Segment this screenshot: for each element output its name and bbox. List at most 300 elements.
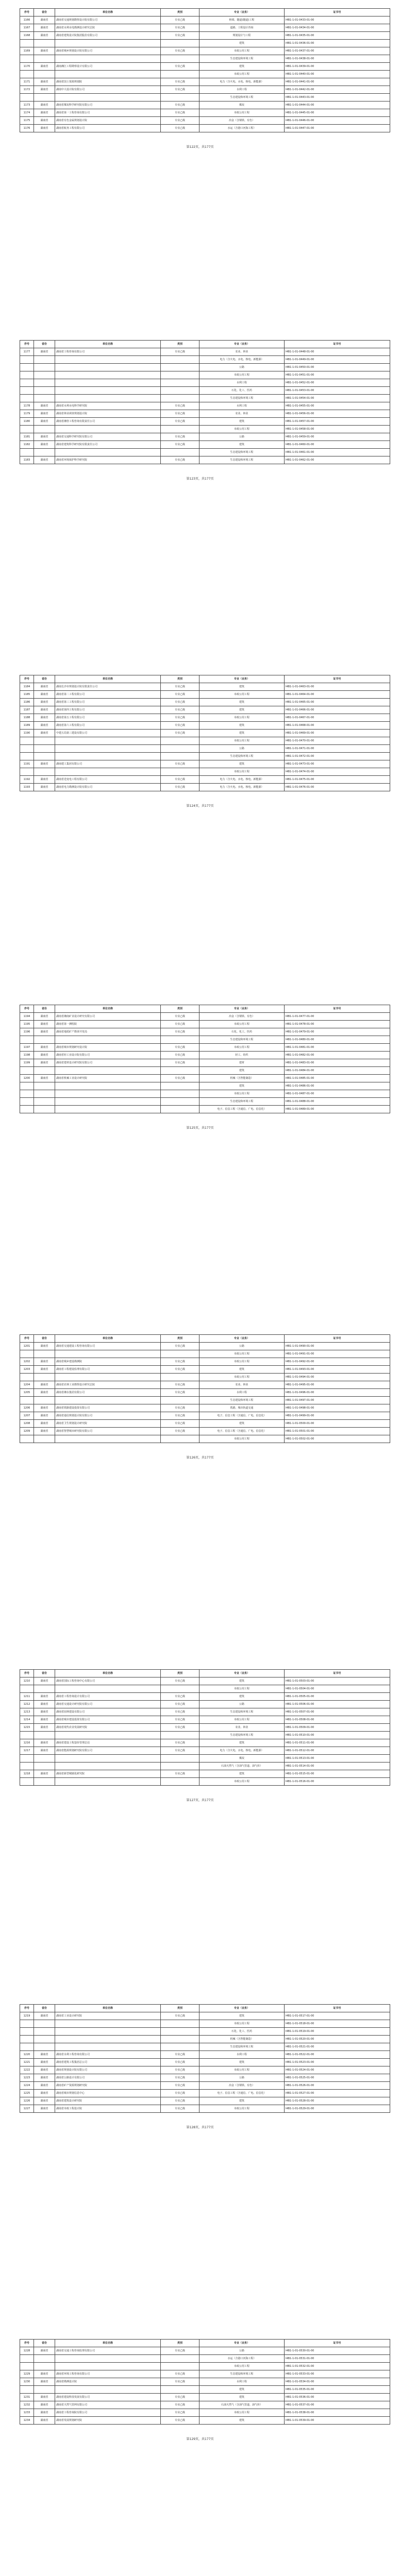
cell-name: 湖南省城乡规划设计院有限公司 — [55, 47, 161, 55]
table-row — [20, 2074, 390, 2082]
cell-prof: 市政公用工程 — [199, 2066, 285, 2074]
cell-prov: 湖南省 — [34, 714, 55, 722]
cell-cert: I4B1-1-01-0452-01-00 — [285, 379, 390, 387]
column-header-no: 序号 — [20, 675, 34, 683]
table-row — [20, 94, 390, 101]
table-row — [20, 449, 390, 456]
cell-prof: 建筑 — [199, 1770, 285, 1778]
cell-cert: I4B1-1-01-0470-01-00 — [285, 737, 390, 745]
cell-name: 湖南建工集团有限公司 — [55, 760, 161, 768]
cell-cert: I4B1-1-01-0512-01-00 — [285, 1747, 390, 1755]
table-row — [20, 706, 390, 714]
cell-prov: 湖南省 — [34, 1021, 55, 1028]
cell-prov: 湖南省 — [34, 410, 55, 418]
table-row — [20, 1397, 390, 1404]
cell-prov: 湖南省 — [34, 125, 55, 132]
cell-prov: 湖南省 — [34, 1412, 55, 1420]
cell-cat: 专业乙级 — [161, 722, 199, 730]
cell-cert: I4B1-1-01-0519-01-00 — [285, 2028, 390, 2036]
table-row — [20, 1762, 390, 1770]
cell-prov: 湖南省 — [34, 1677, 55, 1685]
cell-cert: I4B1-1-01-0509-01-00 — [285, 1724, 390, 1732]
table-row — [20, 1028, 390, 1036]
cell-name: 湖南省交通工程咨询监理有限公司 — [55, 2347, 161, 2355]
column-header-cert: 证书号 — [285, 1335, 390, 1343]
cell-name — [55, 1762, 161, 1770]
cell-prov: 湖南省 — [34, 16, 55, 24]
cell-cat: 专业乙级 — [161, 1381, 199, 1389]
cell-no: 1222 — [20, 2066, 34, 2074]
cell-no: 1168 — [20, 32, 34, 40]
cell-prov: 湖南省 — [34, 1059, 55, 1067]
cell-cat: 专业乙级 — [161, 2097, 199, 2105]
cell-prov: 湖南省 — [34, 2401, 55, 2409]
cell-prof: 石化、化工、医药 — [199, 2028, 285, 2036]
cell-prov — [34, 2386, 55, 2394]
cell-name — [55, 1098, 161, 1106]
cell-name — [55, 1755, 161, 1762]
cell-no: 1231 — [20, 2394, 34, 2401]
cell-cat — [161, 753, 199, 760]
cell-no: 1166 — [20, 16, 34, 24]
cell-prov: 湖南省 — [34, 760, 55, 768]
cell-cert: I4B1-1-01-0530-01-00 — [285, 2347, 390, 2355]
table-row — [20, 1013, 390, 1021]
cell-cat — [161, 1350, 199, 1358]
cell-cert: I4B1-1-01-0510-01-00 — [285, 1732, 390, 1739]
cell-prof: 建筑 — [199, 63, 285, 71]
cell-no: 1215 — [20, 1724, 34, 1732]
cell-no — [20, 364, 34, 371]
cell-prof: 生态建设和环境工程 — [199, 1036, 285, 1044]
cell-no: 1219 — [20, 2012, 34, 2020]
table-row — [20, 2105, 390, 2113]
cell-prov: 湖南省 — [34, 2074, 55, 2082]
cell-prov — [34, 1374, 55, 1381]
table-row — [20, 699, 390, 706]
cell-prof: 建筑 — [199, 760, 285, 768]
column-header-cert: 证书号 — [285, 9, 390, 16]
cell-no — [20, 1036, 34, 1044]
column-header-company: 单位名称 — [55, 1670, 161, 1677]
cell-name — [55, 1036, 161, 1044]
cell-prof: 电子、信息工程（含通信、广电、信息化） — [199, 1106, 285, 1113]
cell-cat: 专业乙级 — [161, 2401, 199, 2409]
cell-no: 1209 — [20, 1428, 34, 1435]
cell-cert: I4B1-1-01-0447-01-00 — [285, 125, 390, 132]
cell-no — [20, 753, 34, 760]
cell-prov: 湖南省 — [34, 32, 55, 40]
cell-prov — [34, 94, 55, 101]
table-row — [20, 1059, 390, 1067]
cell-prov: 湖南省 — [34, 47, 55, 55]
cell-name: 湖南省建材设计研究院有限公司 — [55, 1059, 161, 1067]
table-row — [20, 2363, 390, 2370]
cell-name: 湖南省第一工程咨询有限公司 — [55, 109, 161, 117]
cell-no — [20, 1685, 34, 1693]
cell-name — [55, 387, 161, 395]
cell-prov: 湖南省 — [34, 1381, 55, 1389]
cell-name: 湖南省交通设计研究院有限公司 — [55, 1701, 161, 1708]
cell-no — [20, 71, 34, 78]
cell-no: 1175 — [20, 117, 34, 125]
table-row — [20, 125, 390, 132]
cell-name: 湖南省林业调查规划设计院 — [55, 410, 161, 418]
column-header-cert: 证书号 — [285, 675, 390, 683]
cell-cert: I4B1-1-01-0514-01-00 — [285, 1762, 390, 1770]
cell-cat: 专业乙级 — [161, 683, 199, 691]
cell-cert: I4B1-1-01-0459-01-00 — [285, 433, 390, 441]
cell-no: 1171 — [20, 78, 34, 86]
cell-name: 湖南省市政工程设计院 — [55, 2105, 161, 2113]
cell-prof: 公路 — [199, 1701, 285, 1708]
column-header-province: 省份 — [34, 2005, 55, 2012]
cell-cat: 专业乙级 — [161, 117, 199, 125]
column-header-profession: 专业（业务） — [199, 1005, 285, 1013]
table-row — [20, 71, 390, 78]
cell-cert: I4B1-1-01-0516-01-00 — [285, 1778, 390, 1786]
cell-no: 1205 — [20, 1389, 34, 1397]
cell-name: 湖南省建设工程造价管理总站 — [55, 1739, 161, 1747]
cell-cat: 专业乙级 — [161, 2059, 199, 2066]
cell-prov: 湖南省 — [34, 1420, 55, 1428]
cell-prof: 建筑 — [199, 1739, 285, 1747]
cell-no: 1233 — [20, 2409, 34, 2417]
cell-no — [20, 1732, 34, 1739]
cell-cert: I4B1-1-01-0486-01-00 — [285, 1082, 390, 1090]
cell-prov — [34, 40, 55, 47]
cell-prov — [34, 2028, 55, 2036]
cell-prof: 市政公用工程 — [199, 2105, 285, 2113]
cell-prov: 湖南省 — [34, 2082, 55, 2090]
cell-cat — [161, 2363, 199, 2370]
cell-name: 湖南省煤炭科学研究院有限公司 — [55, 101, 161, 109]
cell-cat: 专业乙级 — [161, 1358, 199, 1366]
cell-prof: 电力（含火电、水电、核电、新能源） — [199, 78, 285, 86]
cell-cat — [161, 737, 199, 745]
cell-cat: 专业乙级 — [161, 2105, 199, 2113]
cell-prof: 农业、林业 — [199, 410, 285, 418]
qualification-table — [20, 1334, 390, 1443]
cell-prof: 市政公用工程 — [199, 1374, 285, 1381]
cell-no: 1173 — [20, 101, 34, 109]
cell-no — [20, 94, 34, 101]
cell-no: 1184 — [20, 683, 34, 691]
cell-prof: 机械（含智能制造） — [199, 2036, 285, 2043]
cell-cert: I4B1-1-01-0467-01-00 — [285, 714, 390, 722]
cell-no — [20, 1778, 34, 1786]
cell-prov: 湖南省 — [34, 418, 55, 426]
cell-cat: 专业乙级 — [161, 1701, 199, 1708]
cell-prof: 生态建设和环境工程 — [199, 1708, 285, 1716]
cell-name: 湖南省机械工业设计研究院 — [55, 1075, 161, 1082]
cell-prof: 水利工程 — [199, 402, 285, 410]
cell-no: 1167 — [20, 24, 34, 32]
cell-cert: I4B1-1-01-0531-01-00 — [285, 2355, 390, 2363]
cell-cat: 专业乙级 — [161, 24, 199, 32]
cell-cert: I4B1-1-01-0462-01-00 — [285, 456, 390, 464]
cell-prof: 煤炭 — [199, 101, 285, 109]
column-header-no: 序号 — [20, 1335, 34, 1343]
cell-cert: I4B1-1-01-0464-01-00 — [285, 691, 390, 699]
column-header-cert: 证书号 — [285, 1670, 390, 1677]
cell-name: 湖南省工程咨询设计有限公司 — [55, 1693, 161, 1701]
cell-name — [55, 55, 161, 63]
cell-prof: 建筑 — [199, 2097, 285, 2105]
cell-cat — [161, 71, 199, 78]
table-row — [20, 371, 390, 379]
cell-cert: I4B1-1-01-0454-01-00 — [285, 395, 390, 402]
cell-no: 1180 — [20, 418, 34, 426]
cell-name: 湖南省农林工业勘察设计研究总院 — [55, 1381, 161, 1389]
table-header-row — [20, 675, 390, 683]
cell-no — [20, 1397, 34, 1404]
cell-name: 湖南省建设科技发展有限公司 — [55, 2394, 161, 2401]
cell-cat — [161, 1397, 199, 1404]
cell-prov — [34, 426, 55, 433]
table-row — [20, 1732, 390, 1739]
column-header-profession: 专业（业务） — [199, 2340, 285, 2347]
cell-prof: 市政公用工程 — [199, 691, 285, 699]
cell-prov: 湖南省 — [34, 101, 55, 109]
column-header-province: 省份 — [34, 1335, 55, 1343]
cell-prov: 湖南省 — [34, 348, 55, 356]
cell-cert: I4B1-1-01-0487-01-00 — [285, 1090, 390, 1098]
cell-prof: 生态建设和环境工程 — [199, 449, 285, 456]
cell-prof: 市政公用工程 — [199, 47, 285, 55]
cell-name: 湖南省通信规划设计院有限公司 — [55, 1412, 161, 1420]
qualification-table — [20, 8, 390, 132]
cell-prof: 道路、工程设计咨询 — [199, 24, 285, 32]
cell-name: 湖南省第四工程有限公司 — [55, 706, 161, 714]
table-row — [20, 16, 390, 24]
cell-prov: 湖南省 — [34, 691, 55, 699]
qualification-table — [20, 1005, 390, 1113]
cell-no — [20, 449, 34, 456]
cell-cert: I4B1-1-01-0449-01-00 — [285, 356, 390, 364]
cell-no — [20, 395, 34, 402]
cell-no: 1199 — [20, 1059, 34, 1067]
cell-no — [20, 737, 34, 745]
cell-cert: I4B1-1-01-0434-01-00 — [285, 24, 390, 32]
table-row — [20, 722, 390, 730]
cell-cat: 专业乙级 — [161, 47, 199, 55]
cell-prof: 公路 — [199, 433, 285, 441]
table-row — [20, 1724, 390, 1732]
cell-cat: 专业乙级 — [161, 2051, 199, 2059]
cell-no: 1179 — [20, 410, 34, 418]
cell-prov: 湖南省 — [34, 2394, 55, 2401]
cell-prof: 电子、信息工程（含通信、广电、信息化） — [199, 1428, 285, 1435]
page-footer: 第129页，共177页 — [186, 2437, 214, 2441]
column-header-no: 序号 — [20, 1670, 34, 1677]
column-header-province: 省份 — [34, 675, 55, 683]
cell-name: 湖南省现代农业发展研究院 — [55, 1724, 161, 1732]
cell-prov: 湖南省 — [34, 1428, 55, 1435]
cell-no: 1228 — [20, 2347, 34, 2355]
cell-prov: 湖南省 — [34, 2409, 55, 2417]
cell-name: 湖南省建筑科学研究院有限责任公司 — [55, 441, 161, 449]
cell-no — [20, 2043, 34, 2051]
cell-no: 1172 — [20, 86, 34, 94]
cell-prov — [34, 395, 55, 402]
cell-prov: 湖南省 — [34, 1724, 55, 1732]
cell-cert: I4B1-1-01-0529-01-00 — [285, 2105, 390, 2113]
cell-name: 湖南省天然气管网有限公司 — [55, 2401, 161, 2409]
cell-cat: 专业乙级 — [161, 2394, 199, 2401]
cell-prof: 生态建设和环境工程 — [199, 1098, 285, 1106]
cell-name — [55, 1090, 161, 1098]
cell-prov: 湖南省 — [34, 2417, 55, 2425]
cell-no: 1221 — [20, 2059, 34, 2066]
cell-cat: 专业乙级 — [161, 1716, 199, 1724]
table-row — [20, 2090, 390, 2097]
cell-cert: I4B1-1-01-0522-01-00 — [285, 2051, 390, 2059]
cell-cert: I4B1-1-01-0468-01-00 — [285, 722, 390, 730]
cell-cert: I4B1-1-01-0474-01-00 — [285, 768, 390, 776]
cell-cat: 专业乙级 — [161, 109, 199, 117]
cell-cat — [161, 1778, 199, 1786]
cell-prof: 公路 — [199, 2347, 285, 2355]
cell-name: 湖南省水利水电勘测设计研究总院 — [55, 24, 161, 32]
table-row — [20, 1098, 390, 1106]
cell-cat: 专业乙级 — [161, 1366, 199, 1374]
table-row — [20, 1739, 390, 1747]
cell-prof: 冶金（含钢铁、有色） — [199, 117, 285, 125]
cell-prof: 市政公用工程 — [199, 2020, 285, 2028]
page-footer: 第125页，共177页 — [186, 1126, 214, 1130]
table-row — [20, 2012, 390, 2020]
table-header-row — [20, 1335, 390, 1343]
cell-cert: I4B1-1-01-0463-01-00 — [285, 683, 390, 691]
cell-no: 1223 — [20, 2074, 34, 2082]
cell-cat: 专业乙级 — [161, 32, 199, 40]
cell-prof: 建筑 — [199, 2417, 285, 2425]
cell-prov: 湖南省 — [34, 706, 55, 714]
column-header-province: 省份 — [34, 1670, 55, 1677]
table-row — [20, 776, 390, 784]
table-row — [20, 117, 390, 125]
cell-cat: 专业乙级 — [161, 714, 199, 722]
table-row — [20, 768, 390, 776]
cell-prov: 湖南省 — [34, 24, 55, 32]
table-row — [20, 730, 390, 737]
table-row — [20, 1106, 390, 1113]
table-row — [20, 1755, 390, 1762]
cell-name: 湖南省交通建设工程咨询有限公司 — [55, 1343, 161, 1350]
table-row — [20, 1052, 390, 1059]
column-header-category: 类别 — [161, 1670, 199, 1677]
cell-no: 1195 — [20, 1021, 34, 1028]
cell-name: 湖南省电力勘测设计院有限公司 — [55, 784, 161, 791]
table-header-row — [20, 341, 390, 348]
cell-prof: 公路 — [199, 364, 285, 371]
table-row — [20, 683, 390, 691]
cell-cat: 专业乙级 — [161, 1021, 199, 1028]
cell-cert: I4B1-1-01-0535-01-00 — [285, 2386, 390, 2394]
cell-cat — [161, 1067, 199, 1075]
table-row — [20, 1677, 390, 1685]
table-row — [20, 1374, 390, 1381]
cell-prov: 湖南省 — [34, 722, 55, 730]
cell-cat — [161, 356, 199, 364]
table-row — [20, 109, 390, 117]
cell-no — [20, 1106, 34, 1113]
table-row — [20, 40, 390, 47]
qualification-table — [20, 675, 390, 791]
table-header-row — [20, 9, 390, 16]
cell-prof: 生态建设和环境工程 — [199, 395, 285, 402]
table-row — [20, 1685, 390, 1693]
cell-prov: 湖南省 — [34, 1747, 55, 1755]
table-row — [20, 1075, 390, 1082]
cell-cert: I4B1-1-01-0488-01-00 — [285, 1098, 390, 1106]
cell-cat: 专业乙级 — [161, 2370, 199, 2378]
table-row — [20, 387, 390, 395]
cell-prof: 市政公用工程 — [199, 1435, 285, 1443]
cell-cert: I4B1-1-01-0538-01-00 — [285, 2409, 390, 2417]
cell-cert: I4B1-1-01-0536-01-00 — [285, 2394, 390, 2401]
cell-name: 湖南省新型城镇化研究院 — [55, 1770, 161, 1778]
cell-cat — [161, 1755, 199, 1762]
cell-cert: I4B1-1-01-0437-01-00 — [285, 47, 390, 55]
cell-name — [55, 768, 161, 776]
cell-prov: 湖南省 — [34, 63, 55, 71]
cell-cert: I4B1-1-01-0485-01-00 — [285, 1075, 390, 1082]
table-row — [20, 418, 390, 426]
cell-cert: I4B1-1-01-0445-01-00 — [285, 109, 390, 117]
cell-cat: 专业乙级 — [161, 776, 199, 784]
cell-no: 1177 — [20, 348, 34, 356]
table-row — [20, 1412, 390, 1420]
cell-cat: 专业乙级 — [161, 1420, 199, 1428]
table-row — [20, 1067, 390, 1075]
table-row — [20, 1420, 390, 1428]
cell-cert: I4B1-1-01-0492-01-00 — [285, 1358, 390, 1366]
table-row — [20, 1404, 390, 1412]
cell-cat — [161, 1374, 199, 1381]
cell-prof: 市政公用工程 — [199, 426, 285, 433]
cell-cat: 专业乙级 — [161, 1404, 199, 1412]
cell-prof: 建筑 — [199, 2059, 285, 2066]
cell-no — [20, 40, 34, 47]
cell-prov — [34, 379, 55, 387]
cell-prov: 湖南省 — [34, 1044, 55, 1052]
table-row — [20, 2355, 390, 2363]
cell-prof: 农业、林业 — [199, 1724, 285, 1732]
cell-cat: 专业乙级 — [161, 1747, 199, 1755]
table-row — [20, 426, 390, 433]
cell-cert: I4B1-1-01-0528-01-00 — [285, 2097, 390, 2105]
cell-name — [55, 737, 161, 745]
cell-name: 湖南省交通科学研究院有限公司 — [55, 433, 161, 441]
cell-no — [20, 379, 34, 387]
table-row — [20, 1389, 390, 1397]
cell-cat — [161, 1732, 199, 1739]
cell-no: 1210 — [20, 1677, 34, 1685]
table-row — [20, 714, 390, 722]
cell-prov: 湖南省 — [34, 2105, 55, 2113]
cell-prof: 生态建设和环境工程 — [199, 753, 285, 760]
column-header-company: 单位名称 — [55, 1005, 161, 1013]
cell-no — [20, 1374, 34, 1381]
cell-cert: I4B1-1-01-0465-01-00 — [285, 699, 390, 706]
cell-name — [55, 364, 161, 371]
page-footer: 第128页，共177页 — [186, 2126, 214, 2129]
cell-prof: 水运（含港口河海工程） — [199, 125, 285, 132]
cell-prof: 市政公用工程 — [199, 1716, 285, 1724]
cell-prof: 建筑 — [199, 1420, 285, 1428]
